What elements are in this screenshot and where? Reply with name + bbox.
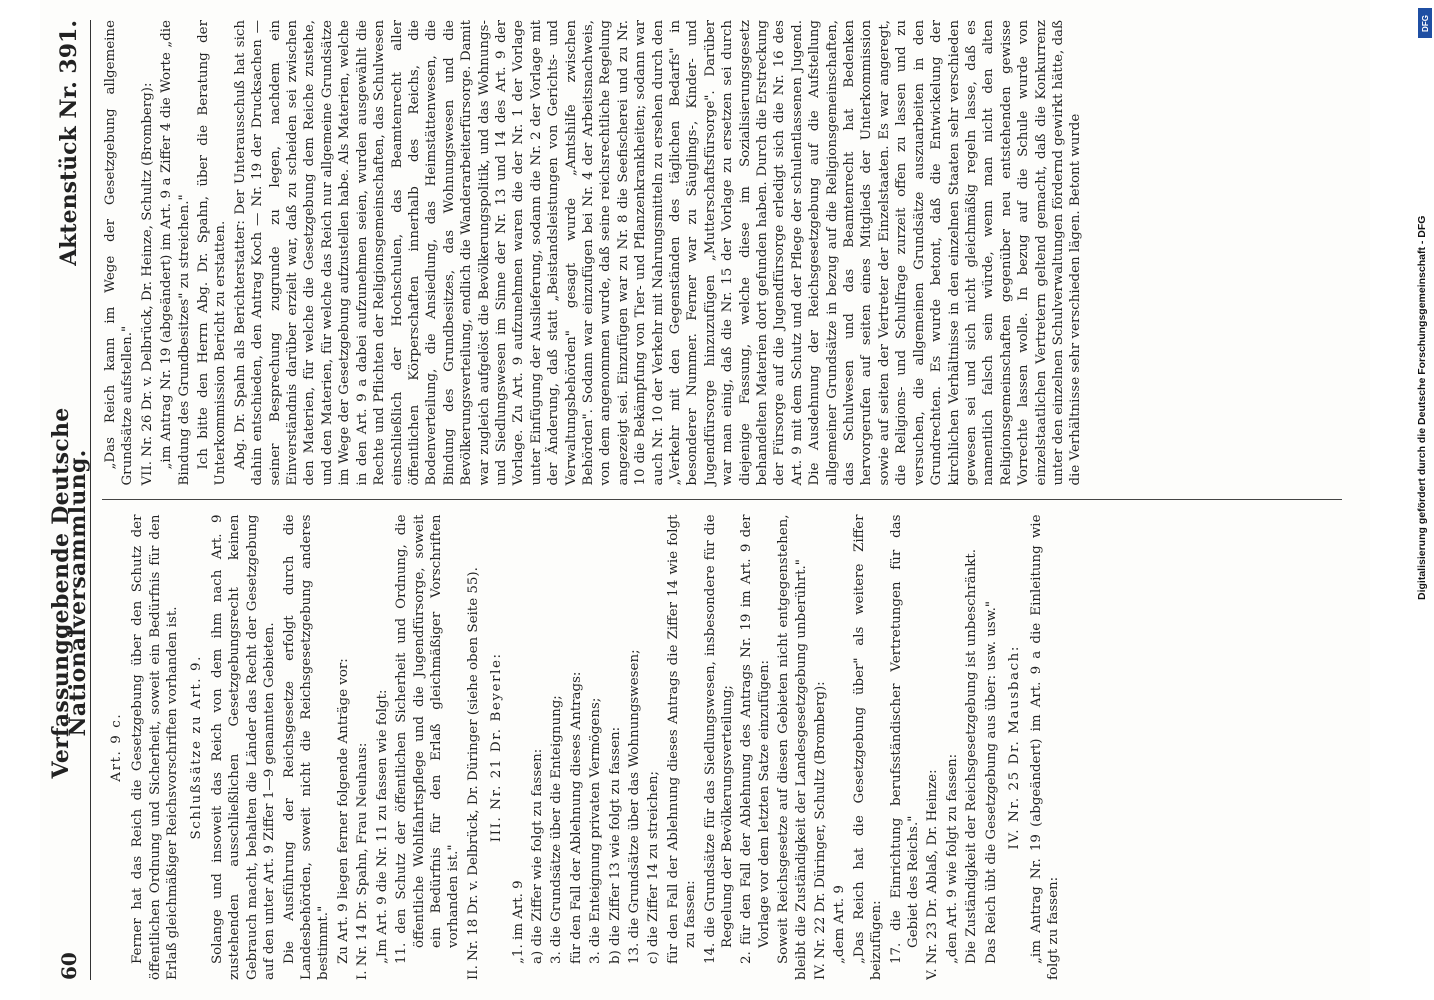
left-column-paragraph: Die Zuständigkeit der Reichsgesetzgebung ist unbeschränkt.	[964, 549, 980, 964]
left-column-paragraph: Das Reich übt die Gesetzgebung aus über: usw. usw."	[983, 600, 999, 964]
left-column-paragraph: V. Nr. 23 Dr. Ablaß, Dr. Heinze:	[925, 769, 941, 980]
left-column-paragraph: b) die Ziffer 13 wie folgt zu fassen:	[607, 726, 623, 964]
left-column-paragraph: Schlußsätze zu Art. 9.	[188, 655, 204, 840]
left-column-paragraph: „Im Art. 9 die Nr. 11 zu fassen wie folgt:	[374, 689, 390, 964]
right-column-paragraph: Ich bitte den Herrn Abg. Dr. Spahn, über die Beratung der Unterkommission Bericht zu erstatten.	[196, 20, 229, 486]
left-column-paragraph: 13. die Grundsätze über das Wohnungswesen;	[626, 649, 642, 964]
left-column-paragraph: Zu Art. 9 liegen ferner folgende Anträge vor:	[335, 658, 351, 964]
page-number: 60	[57, 952, 82, 980]
left-column-paragraph: „dem Art. 9	[832, 885, 848, 964]
right-column	[102, 20, 1342, 496]
left-column-paragraph: Art. 9 c.	[109, 712, 124, 782]
left-column-paragraph: a) die Ziffer wie folgt zu fassen:	[529, 748, 545, 964]
left-column	[102, 505, 1342, 981]
left-column-paragraph: Die Ausführung der Reichsgesetze erfolgt durch die Landesbehörden, soweit nicht die Reichsgesetzgebung anderes bestimmt."	[281, 514, 332, 980]
left-column-paragraph: II. Nr. 18 Dr. v. Delbrück, Dr. Düringer (siehe oben Seite 55).	[465, 567, 481, 980]
left-column-paragraph: für den Fall der Ablehnung dieses Antrags:	[568, 671, 584, 964]
left-column-paragraph: „im Antrag Nr. 19 (abgeändert) im Art. 9 a die Einleitung wie folgt zu fassen:	[1028, 514, 1061, 980]
digitization-sidebar	[1412, 0, 1434, 1000]
left-column-paragraph: 2. für den Fall der Ablehnung des Antrags Nr. 19 im Art. 9 der Vorlage vor dem letzten Satze einzufügen:	[739, 514, 772, 964]
dfg-logo	[1418, 8, 1432, 38]
left-column-paragraph: 3. die Enteignung privaten Vermögens;	[588, 697, 604, 964]
left-column-paragraph: Soweit Reichsgesetze auf diesen Gebieten nicht entgegenstehen, bleibt die Zuständigkeit der Landesgesetzgebung unberührt."	[776, 514, 809, 980]
left-column-paragraph: für den Fall der Ablehnung dieses Antrags die Ziffer 14 wie folgt zu fassen:	[665, 514, 699, 964]
right-column-paragraph: „im Antrag Nr. 19 (abgeändert) im Art. 9 a Ziffer 4 die Worte „die Bindung des Grundbesitzes" zu streichen."	[159, 20, 192, 486]
text-columns	[102, 20, 1342, 980]
left-column-paragraph: 3. die Grundsätze über die Enteignung;	[549, 695, 565, 964]
right-column-paragraph: VII. Nr. 26 Dr. v. Delbrück, Dr. Heinze, Schultz (Bromberg):	[139, 82, 155, 486]
left-column-paragraph: Solange und insoweit das Reich von dem ihm nach Art. 9 zustehenden ausschließlichen Gesetzgebungsrecht keinen Gebrauch macht, behalten die Länder das Recht der Gesetzgebung auf den unter Art. 9 Ziffer 1—9 genannten Gebieten.	[210, 514, 278, 980]
left-column-paragraph: 14. die Grundsätze für das Siedlungswesen, insbesondere für die Regelung der Bevölkerungsverteilung;	[702, 514, 735, 964]
scanned-page	[40, 0, 1370, 1000]
left-column-paragraph: „den Art. 9 wie folgt zu fassen:	[944, 753, 960, 964]
left-column-paragraph: III. Nr. 21 Dr. Beyerle:	[489, 652, 505, 843]
page-header	[47, 20, 91, 980]
column-divider	[102, 500, 1342, 501]
right-column-paragraph: „Das Reich kann im Wege der Gesetzgebung allgemeine Grundsätze aufstellen."	[103, 20, 136, 486]
rotated-page-content	[47, 20, 1350, 980]
left-column-paragraph: Ferner hat das Reich die Gesetzgebung über den Schutz der öffentlichen Ordnung und Sicherheit, soweit ein Bedürfnis für den Erlaß gleichmäßiger Reichsvorschriften vorhanden ist.	[130, 514, 181, 980]
left-column-paragraph: IV. Nr. 25 Dr. Mausbach:	[1007, 644, 1023, 850]
left-column-paragraph: „1. im Art. 9	[510, 880, 526, 964]
left-column-paragraph: „Das Reich hat die Gesetzgebung über" als weitere Ziffer beizufügen:	[851, 514, 885, 980]
page-title: Verfassunggebende Deutsche Nationalversammlung.	[47, 407, 91, 779]
left-column-paragraph: 11. den Schutz der öffentlichen Sicherheit und Ordnung, die öffentliche Wohlfahrtspflege und die Jugendfürsorge, soweit ein Bedürfnis für den Erlaß gleichmäßiger Vorschriften vorhanden ist."	[394, 514, 462, 964]
document-number: Aktenstück Nr. 391.	[56, 20, 83, 266]
left-column-paragraph: c) die Ziffer 14 zu streichen;	[646, 771, 662, 964]
dfg-logo-text: DFG	[1420, 14, 1430, 32]
sidebar-credit-text: Digitalisierung gefördert durch die Deutsche Forschungsgemeinschaft - DFG	[1416, 215, 1428, 600]
left-column-paragraph: IV. Nr. 22 Dr. Düringer, Schultz (Bromberg):	[813, 681, 829, 980]
left-column-paragraph: 17. die Einrichtung berufsständischer Vertretungen für das Gebiet des Reichs."	[888, 514, 922, 964]
left-column-paragraph: I. Nr. 14 Dr. Spahn, Frau Neuhaus:	[355, 742, 371, 980]
right-column-paragraph: Abg. Dr. Spahn als Berichterstatter: Der Unterausschuß hat sich dahin entschieden, den Antrag Koch — Nr. 19 der Drucksachen — seiner Besprechung zugrunde zu legen, nachdem ein Einverständnis darüber erzielt war, daß zu scheiden sei zwischen den Materien, für welche die Gesetzgebung dem Reiche zustehe, und den Materien, für welche das Reich nur allgemeine Grundsätze im Wege der Gesetzgebung aufzustellen habe. Als Materien, welche in den Art. 9 a dabei aufzunehmen seien, wurden ausgewählt die Rechte und Pflichten der Religionsgemeinschaften, das Schulwesen einschließlich der Hochschulen, das Beamtenrecht aller öffentlichen Körperschaften innerhalb des Reichs, die Bodenverteilung, die Ansiedlung, das Heimstättenwesen, die Bindung des Grundbesitzes, das Wohnungswesen und die Bevölkerungsverteilung, endlich die Wanderarbeiterfürsorge. Damit war zugleich aufgelöst die Bevölkerungspolitik, und das Wohnungs- und Siedlungswesen im Sinne der Nr. 13 und 14 des Art. 9 der Vorlage. Zu Art. 9 aufzunehmen waren die der Nr. 1 der Vorlage unter Einfügung der Auslieferung, sodann die Nr. 2 der Vorlage mit der Änderung, daß statt „Beistandsleistungen von Gerichts- und Verwaltungsbehörden" gesagt wurde „Amtshilfe zwischen Behörden". Sodann war einzufügen bei Nr. 4 der Arbeitsnachweis, von dem angenommen wurde, daß seine reichsrechtliche Regelung angezeigt sei. Einzufügen war zu Nr. 8 die Seefischerei und zu Nr. 10 die Bekämpfung von Tier- und Pflanzenkrankheiten; sodann war auch Nr. 10 der Verkehr mit Nahrungsmitteln zu ersehen durch den „Verkehr mit den Gegenständen des täglichen Bedarfs" in besonderer Nummer. Ferner war zu Säuglings-, Kinder- und Jugendfürsorge hinzuzufügen „Mutterschaftsfürsorge". Darüber war man einig, daß die Nr. 15 der Vorlage zu ersetzen sei durch diejenige Fassung, welche diese im Sozialisierungsgesetz behandelten Materien dort gefunden haben. Durch die Erstreckung der Fürsorge auf die Jugendfürsorge erledigt sich die Nr. 16 des Art. 9 mit dem Schutz und der Pflege der schulentlassenen Jugend. Die Ausdehnung der Reichsgesetzgebung auf die Aufstellung allgemeiner Grundsätze in bezug auf die Religionsgemeinschaften, das Schulwesen und das Beamtenrecht hat Bedenken hervorgerufen auf seiten eines Mitglieds der Unterkommission sowie auf seiten der Vertreter der Einzelstaaten. Es war angeregt, die Religions- und Schulfrage zurzeit offen zu lassen und zu versuchen, die allgemeinen Grundsätze auszuarbeiten in den Grundrechten. Es wurde betont, daß die Entwickelung der kirchlichen Verhältnisse in den einzelnen Staaten sehr verschieden gewesen sei und sich nicht gleichmäßig regeln lasse, daß es namentlich falsch sein würde, wenn man nicht den alten Religionsgemeinschaften gegenüber neu entstehenden gewisse Vorrechte lassen wolle. In bezug auf die Schule wurde von einzelstaatlichen Vertretern geltend gemacht, daß die Konkurrenz unter den einzelnen Schulverwaltungen fördernd gewirkt hätte, daß die Verhältnisse sehr verschieden lägen. Betont wurde	[232, 20, 1084, 486]
